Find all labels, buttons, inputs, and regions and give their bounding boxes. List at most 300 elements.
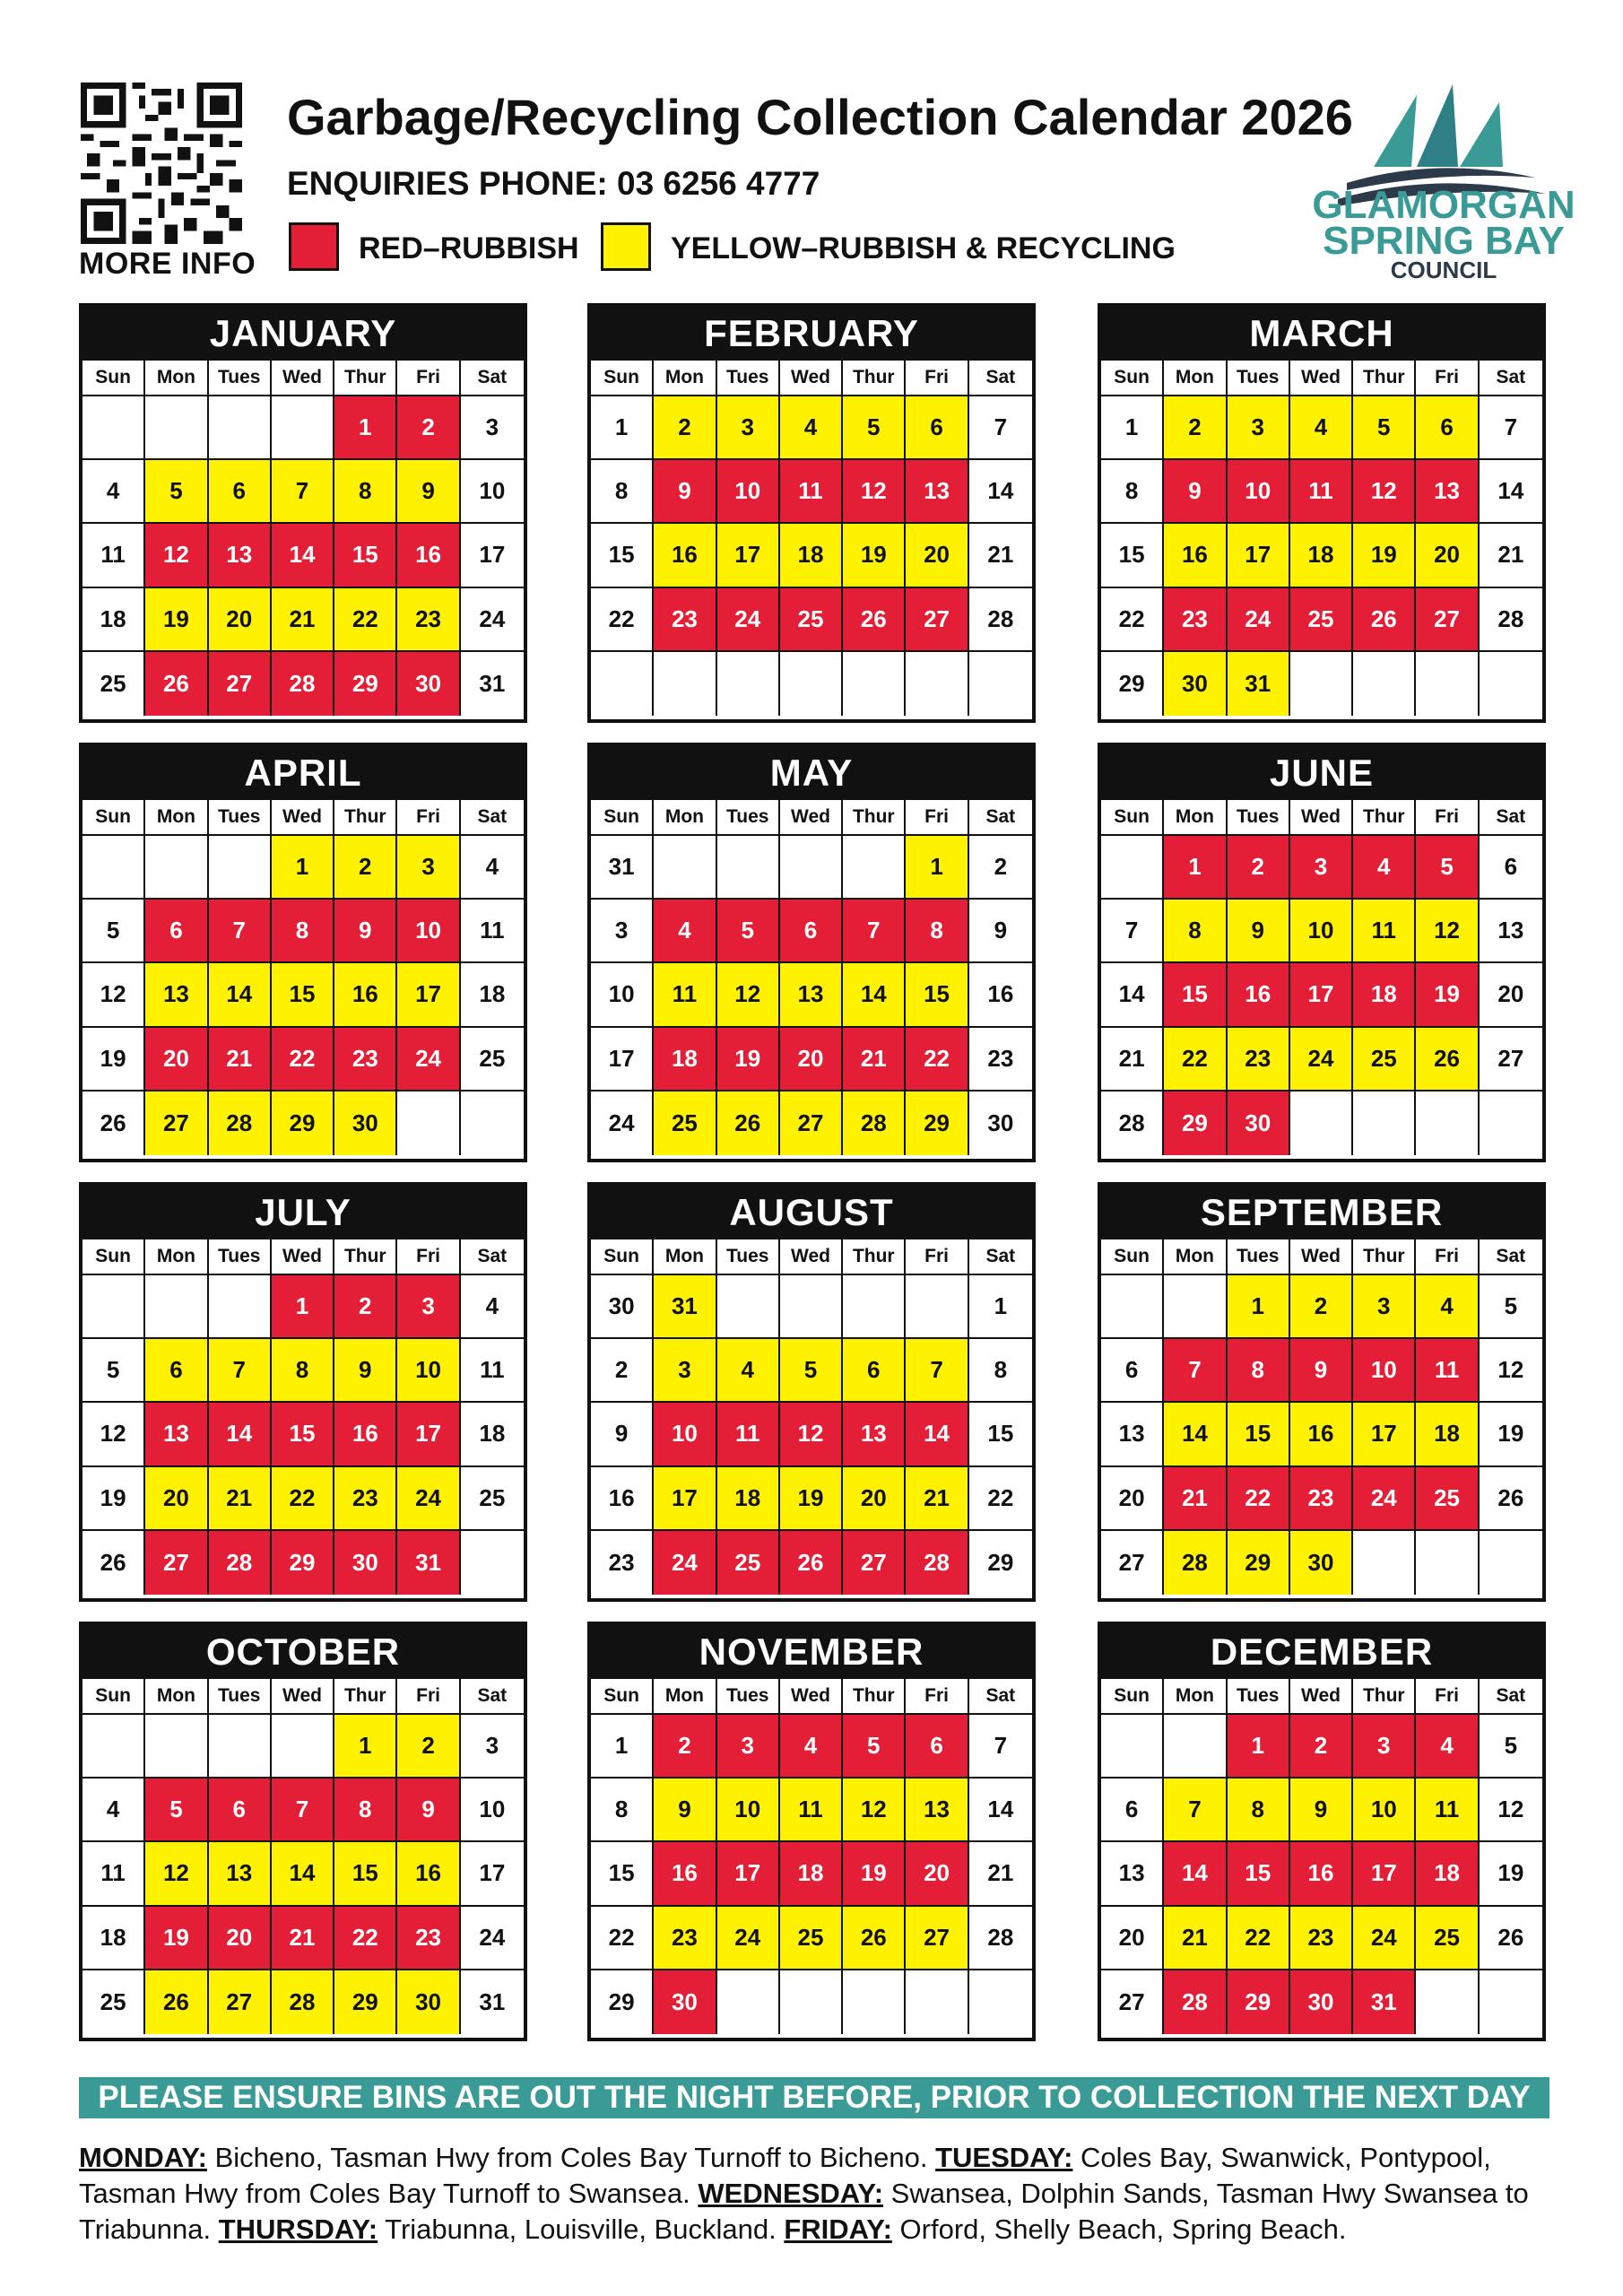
day-cell: 10 xyxy=(397,1339,460,1403)
day-cell: 17 xyxy=(1353,1403,1416,1466)
empty-day-cell xyxy=(1164,1715,1227,1779)
day-cell: 9 xyxy=(1290,1339,1353,1403)
day-cell: 20 xyxy=(780,1028,843,1091)
day-cell: 3 xyxy=(397,836,460,900)
day-cell: 1 xyxy=(591,396,654,460)
day-cell: 11 xyxy=(654,963,716,1027)
day-cell: 2 xyxy=(1290,1275,1353,1339)
day-cell: 3 xyxy=(591,900,654,963)
day-cell: 4 xyxy=(461,836,524,900)
day-cell: 12 xyxy=(1353,460,1416,524)
day-cell: 2 xyxy=(397,396,460,460)
day-cell: 3 xyxy=(1228,396,1290,460)
day-cell: 18 xyxy=(1416,1403,1479,1466)
day-cell: 2 xyxy=(1290,1715,1353,1779)
day-cell: 25 xyxy=(780,588,843,652)
day-cell: 18 xyxy=(82,588,145,652)
day-cell: 1 xyxy=(334,396,397,460)
month-title: JUNE xyxy=(1101,746,1542,800)
weekday-label: Wed xyxy=(272,1239,334,1275)
day-cell: 25 xyxy=(461,1467,524,1531)
weekday-label: Wed xyxy=(780,361,843,396)
day-cell: 9 xyxy=(1164,460,1227,524)
day-cell: 2 xyxy=(1164,396,1227,460)
day-cell: 4 xyxy=(82,1779,145,1842)
day-cell: 5 xyxy=(82,1339,145,1403)
day-cell: 9 xyxy=(591,1403,654,1466)
empty-day-cell xyxy=(780,1275,843,1339)
day-cell: 8 xyxy=(1228,1339,1290,1403)
day-cell: 3 xyxy=(1353,1715,1416,1779)
day-cell: 14 xyxy=(1164,1842,1227,1906)
weekday-label: Wed xyxy=(780,1239,843,1275)
day-cell: 26 xyxy=(1480,1907,1542,1970)
day-cell: 17 xyxy=(461,1842,524,1906)
weekday-label: Wed xyxy=(272,361,334,396)
weekday-label: Wed xyxy=(780,1679,843,1715)
empty-day-cell xyxy=(1480,1531,1542,1595)
day-cell: 13 xyxy=(1480,900,1542,963)
day-cell: 27 xyxy=(1416,588,1479,652)
day-cell: 1 xyxy=(1228,1275,1290,1339)
day-cell: 10 xyxy=(461,460,524,524)
day-cell: 6 xyxy=(145,1339,208,1403)
empty-day-cell xyxy=(209,1715,272,1779)
empty-day-cell xyxy=(1290,652,1353,716)
day-cell: 6 xyxy=(1416,396,1479,460)
weekday-label: Tues xyxy=(209,800,272,836)
month-august xyxy=(587,1182,1036,1602)
day-cell: 15 xyxy=(1101,524,1164,587)
day-cell: 7 xyxy=(209,1339,272,1403)
day-cell: 12 xyxy=(82,1403,145,1466)
route-areas-monday: Bicheno, Tasman Hwy from Coles Bay Turnoff to Bicheno. xyxy=(214,2142,928,2173)
weekday-label: Sat xyxy=(1480,1679,1542,1715)
empty-day-cell xyxy=(1416,1091,1479,1155)
day-cell: 17 xyxy=(717,1842,780,1906)
weekday-label: Sun xyxy=(591,1239,654,1275)
day-cell: 20 xyxy=(145,1028,208,1091)
day-cell: 24 xyxy=(1228,588,1290,652)
day-cell: 24 xyxy=(654,1531,716,1595)
day-cell: 26 xyxy=(1353,588,1416,652)
day-cell: 12 xyxy=(1416,900,1479,963)
day-cell: 31 xyxy=(479,1987,506,2015)
day-cell: 11 xyxy=(82,1842,145,1906)
day-cell: 25 xyxy=(461,1028,524,1091)
day-cell: 21 xyxy=(969,524,1032,587)
weekday-label: Thur xyxy=(334,1239,397,1275)
day-cell: 27 xyxy=(145,1091,208,1155)
qr-code[interactable] xyxy=(81,83,242,244)
empty-day-cell xyxy=(272,396,334,460)
day-cell: 29 xyxy=(272,1091,334,1155)
day-cell: 8 xyxy=(969,1339,1032,1403)
day-grid xyxy=(1101,836,1542,1155)
day-cell: 23 xyxy=(397,1907,460,1970)
empty-day-cell xyxy=(82,396,145,460)
day-cell: 13 xyxy=(1416,460,1479,524)
day-cell: 1 xyxy=(272,836,334,900)
day-grid xyxy=(591,1275,1032,1595)
day-cell: 5 xyxy=(145,1779,208,1842)
day-cell: 1 xyxy=(591,1715,654,1779)
day-cell: 4 xyxy=(717,1339,780,1403)
day-cell: 18 xyxy=(780,1842,843,1906)
weekday-label: Fri xyxy=(1416,1679,1479,1715)
day-cell: 24 xyxy=(461,588,524,652)
day-cell: 3 xyxy=(1290,836,1353,900)
empty-day-cell xyxy=(969,1970,1032,2034)
day-cell: 6 xyxy=(906,396,968,460)
weekday-label: Sat xyxy=(969,361,1032,396)
day-cell: 24 xyxy=(461,1907,524,1970)
day-cell: 25 xyxy=(717,1531,780,1595)
day-cell: 15 xyxy=(272,963,334,1027)
day-cell: 28 xyxy=(969,1907,1032,1970)
day-cell: 16 xyxy=(334,963,397,1027)
day-cell: 10 xyxy=(1228,460,1290,524)
empty-day-cell xyxy=(906,1275,968,1339)
weekday-label: Thur xyxy=(334,1679,397,1715)
day-cell: 17 xyxy=(1290,963,1353,1027)
day-cell: 11 xyxy=(1416,1779,1479,1842)
day-cell: 22 xyxy=(591,1907,654,1970)
day-cell: 26 xyxy=(843,588,906,652)
empty-day-cell xyxy=(843,1970,906,2034)
day-cell: 6 xyxy=(1480,836,1542,900)
day-cell: 7 xyxy=(272,1779,334,1842)
day-cell: 30 xyxy=(1290,1970,1353,2034)
day-cell: 5 xyxy=(843,1715,906,1779)
day-cell: 14 xyxy=(969,460,1032,524)
day-cell: 9 xyxy=(334,1339,397,1403)
logo-line-3: COUNCIL xyxy=(1390,257,1497,283)
day-cell: 24 xyxy=(397,1467,460,1531)
day-cell: 5 xyxy=(82,900,145,963)
day-cell: 22 xyxy=(272,1467,334,1531)
day-cell: 29 xyxy=(906,1091,968,1155)
day-cell: 7 xyxy=(969,396,1032,460)
day-cell: 13 xyxy=(145,963,208,1027)
day-cell: 17 xyxy=(1353,1842,1416,1906)
day-cell: 7 xyxy=(969,1715,1032,1779)
weekday-label: Sun xyxy=(1101,361,1164,396)
weekday-label: Wed xyxy=(1290,1239,1353,1275)
day-cell: 4 xyxy=(1290,396,1353,460)
day-cell: 22 xyxy=(1164,1028,1227,1091)
day-cell: 3 xyxy=(717,396,780,460)
weekday-label: Fri xyxy=(397,1239,460,1275)
weekday-label: Sat xyxy=(969,1679,1032,1715)
empty-day-cell xyxy=(717,836,780,900)
empty-day-cell xyxy=(1353,652,1416,716)
day-cell: 18 xyxy=(1416,1842,1479,1906)
weekday-label: Thur xyxy=(1353,1239,1416,1275)
day-cell: 30 xyxy=(591,1275,654,1339)
weekday-header-row xyxy=(591,1679,1032,1715)
day-cell: 16 xyxy=(1228,963,1290,1027)
day-cell: 30 xyxy=(334,1531,397,1595)
weekday-label: Fri xyxy=(397,800,460,836)
day-cell: 6 xyxy=(906,1715,968,1779)
day-cell: 6 xyxy=(843,1339,906,1403)
weekday-label: Sat xyxy=(1480,361,1542,396)
day-cell: 20 xyxy=(209,588,272,652)
day-cell: 22 xyxy=(1101,588,1164,652)
weekday-label: Sun xyxy=(591,361,654,396)
day-cell: 24 xyxy=(1290,1028,1353,1091)
day-cell: 19 xyxy=(145,1907,208,1970)
empty-day-cell xyxy=(82,836,145,900)
weekday-label: Sun xyxy=(1101,1239,1164,1275)
weekday-label: Wed xyxy=(1290,361,1353,396)
day-cell: 2 xyxy=(654,1715,716,1779)
day-cell: 20 xyxy=(1101,1907,1164,1970)
weekday-header-row xyxy=(82,1239,524,1275)
empty-day-cell xyxy=(82,1275,145,1339)
day-cell: 19 xyxy=(1480,1403,1542,1466)
day-cell: 16 xyxy=(969,963,1032,1027)
empty-day-cell xyxy=(1101,1275,1164,1339)
day-cell: 3 xyxy=(397,1275,460,1339)
day-cell: 12 xyxy=(1480,1339,1542,1403)
day-cell: 11 xyxy=(1353,900,1416,963)
day-cell: 19 xyxy=(1353,524,1416,587)
weekday-label: Tues xyxy=(717,1239,780,1275)
day-cell: 29 xyxy=(1164,1091,1227,1155)
day-cell: 31 xyxy=(591,836,654,900)
day-cell: 25 xyxy=(1416,1467,1479,1531)
day-cell: 21 xyxy=(1164,1907,1227,1970)
day-cell: 6 xyxy=(209,460,272,524)
weekday-label: Sat xyxy=(461,800,524,836)
empty-day-cell xyxy=(654,836,716,900)
weekday-label: Fri xyxy=(1416,800,1479,836)
day-cell: 10 xyxy=(1290,900,1353,963)
day-cell: 28 xyxy=(1164,1531,1227,1595)
empty-day-cell xyxy=(145,396,208,460)
day-cell: 15 xyxy=(1228,1842,1290,1906)
day-cell: 26 xyxy=(1480,1467,1542,1531)
day-cell: 14 xyxy=(906,1403,968,1466)
day-cell: 27 xyxy=(843,1531,906,1595)
legend-red-swatch xyxy=(289,222,339,271)
weekday-label: Mon xyxy=(1164,1239,1227,1275)
empty-day-cell xyxy=(843,652,906,716)
day-cell: 27 xyxy=(1480,1028,1542,1091)
day-cell: 19 xyxy=(780,1467,843,1531)
route-day-thursday: THURSDAY: xyxy=(218,2213,378,2245)
day-cell: 20 xyxy=(843,1467,906,1531)
day-cell: 24 xyxy=(397,1028,460,1091)
day-cell: 21 xyxy=(969,1842,1032,1906)
day-cell: 11 xyxy=(1416,1339,1479,1403)
day-cell: 5 xyxy=(145,460,208,524)
day-cell: 6 xyxy=(1101,1339,1164,1403)
weekday-label: Mon xyxy=(145,1239,208,1275)
weekday-label: Tues xyxy=(717,1679,780,1715)
weekday-label: Mon xyxy=(654,1679,716,1715)
empty-day-cell xyxy=(717,652,780,716)
day-cell: 15 xyxy=(1228,1403,1290,1466)
weekday-header-row xyxy=(82,800,524,836)
day-cell: 21 xyxy=(906,1467,968,1531)
day-cell: 3 xyxy=(654,1339,716,1403)
day-cell: 28 xyxy=(843,1091,906,1155)
day-cell: 19 xyxy=(1480,1842,1542,1906)
day-cell: 17 xyxy=(717,524,780,587)
route-areas-friday: Orford, Shelly Beach, Spring Beach. xyxy=(899,2213,1347,2245)
day-grid xyxy=(591,836,1032,1155)
day-cell: 5 xyxy=(1416,836,1479,900)
day-cell: 13 xyxy=(1101,1842,1164,1906)
day-cell: 28 xyxy=(209,1531,272,1595)
weekday-header-row xyxy=(1101,1239,1542,1275)
day-cell: 14 xyxy=(209,963,272,1027)
empty-day-cell xyxy=(780,1970,843,2034)
day-cell: 8 xyxy=(591,1779,654,1842)
day-cell: 23 xyxy=(334,1028,397,1091)
weekday-header-row xyxy=(591,361,1032,396)
weekday-label: Thur xyxy=(334,361,397,396)
route-day-wednesday: WEDNESDAY: xyxy=(698,2178,884,2209)
month-title: OCTOBER xyxy=(82,1625,524,1679)
day-cell: 11 xyxy=(1290,460,1353,524)
day-grid xyxy=(82,396,524,716)
day-cell: 9 xyxy=(1290,1779,1353,1842)
weekday-label: Mon xyxy=(1164,361,1227,396)
day-cell: 1 xyxy=(1228,1715,1290,1779)
day-cell: 28 xyxy=(906,1531,968,1595)
day-cell: 23 xyxy=(654,588,716,652)
weekday-label: Mon xyxy=(145,361,208,396)
day-grid xyxy=(591,396,1032,716)
day-cell: 15 xyxy=(334,1842,397,1906)
day-cell: 14 xyxy=(969,1779,1032,1842)
day-cell: 9 xyxy=(334,900,397,963)
day-cell: 12 xyxy=(717,963,780,1027)
day-cell: 23 xyxy=(1164,588,1227,652)
logo-line-1: GLAMORGAN xyxy=(1312,183,1575,227)
empty-day-cell xyxy=(717,1275,780,1339)
day-cell: 24 xyxy=(1353,1907,1416,1970)
weekday-label: Thur xyxy=(843,361,906,396)
day-cell: 29 xyxy=(1228,1531,1290,1595)
day-cell: 12 xyxy=(843,460,906,524)
day-cell: 10 xyxy=(654,1403,716,1466)
day-cell: 13 xyxy=(906,1779,968,1842)
day-cell: 7 xyxy=(209,900,272,963)
day-cell: 1 xyxy=(906,836,968,900)
month-july xyxy=(79,1182,527,1602)
day-cell: 22 xyxy=(591,588,654,652)
legend-yellow-swatch xyxy=(601,222,651,271)
weekday-label: Sat xyxy=(969,1239,1032,1275)
day-cell: 19 xyxy=(145,588,208,652)
day-cell: 5 xyxy=(1480,1715,1542,1779)
day-cell: 16 xyxy=(397,1842,460,1906)
weekday-label: Fri xyxy=(1416,361,1479,396)
weekday-header-row xyxy=(82,361,524,396)
enquiries-phone: ENQUIRIES PHONE: 03 6256 4777 xyxy=(287,165,820,202)
day-cell: 3 xyxy=(1353,1275,1416,1339)
day-cell: 14 xyxy=(1480,460,1542,524)
day-cell: 19 xyxy=(82,1467,145,1531)
day-cell: 12 xyxy=(145,524,208,587)
day-cell: 5 xyxy=(1353,396,1416,460)
day-cell: 26 xyxy=(843,1907,906,1970)
day-cell: 19 xyxy=(843,524,906,587)
day-cell: 16 xyxy=(654,1842,716,1906)
day-cell: 12 xyxy=(1480,1779,1542,1842)
day-cell: 29 xyxy=(334,652,397,716)
day-cell: 23 xyxy=(1228,1028,1290,1091)
day-cell: 4 xyxy=(780,1715,843,1779)
day-cell: 2 xyxy=(334,836,397,900)
day-cell: 29 xyxy=(334,1970,397,2034)
empty-day-cell xyxy=(209,1275,272,1339)
day-cell: 27 xyxy=(209,652,272,716)
day-cell: 18 xyxy=(654,1028,716,1091)
month-march xyxy=(1098,303,1546,723)
weekday-label: Sun xyxy=(591,1679,654,1715)
weekday-label: Mon xyxy=(145,800,208,836)
weekday-label: Mon xyxy=(1164,1679,1227,1715)
day-cell: 26 xyxy=(145,1970,208,2034)
empty-day-cell xyxy=(843,836,906,900)
day-cell: 26 xyxy=(780,1531,843,1595)
day-cell: 9 xyxy=(397,460,460,524)
day-cell: 4 xyxy=(780,396,843,460)
day-cell: 23 xyxy=(334,1467,397,1531)
month-title: APRIL xyxy=(82,746,524,800)
weekday-label: Tues xyxy=(1228,1679,1290,1715)
day-cell: 14 xyxy=(209,1403,272,1466)
day-cell: 18 xyxy=(461,963,524,1027)
day-cell: 8 xyxy=(334,1779,397,1842)
day-cell: 9 xyxy=(654,460,716,524)
day-cell: 22 xyxy=(1228,1467,1290,1531)
empty-day-cell xyxy=(1164,1275,1227,1339)
day-cell: 24 xyxy=(717,588,780,652)
day-cell: 19 xyxy=(1416,963,1479,1027)
day-cell: 12 xyxy=(145,1842,208,1906)
page-title: Garbage/Recycling Collection Calendar 2026 xyxy=(287,89,1353,145)
day-cell: 26 xyxy=(1416,1028,1479,1091)
day-cell: 8 xyxy=(906,900,968,963)
weekday-label: Mon xyxy=(654,1239,716,1275)
day-cell: 13 xyxy=(145,1403,208,1466)
empty-day-cell xyxy=(145,1715,208,1779)
day-cell: 19 xyxy=(82,1028,145,1091)
day-cell: 16 xyxy=(591,1467,654,1531)
day-cell: 14 xyxy=(1101,963,1164,1027)
day-cell: 13 xyxy=(209,524,272,587)
day-grid xyxy=(591,1715,1032,2034)
weekday-label: Wed xyxy=(1290,800,1353,836)
weekday-header-row xyxy=(1101,361,1542,396)
day-cell: 23 xyxy=(1290,1907,1353,1970)
month-october xyxy=(79,1622,527,2041)
day-cell: 19 xyxy=(843,1842,906,1906)
empty-day-cell xyxy=(654,652,716,716)
day-cell: 21 xyxy=(209,1467,272,1531)
day-cell: 25 xyxy=(780,1907,843,1970)
empty-day-cell xyxy=(1416,1531,1479,1595)
day-cell: 27 xyxy=(1101,1970,1164,2034)
day-cell: 27 xyxy=(145,1531,208,1595)
